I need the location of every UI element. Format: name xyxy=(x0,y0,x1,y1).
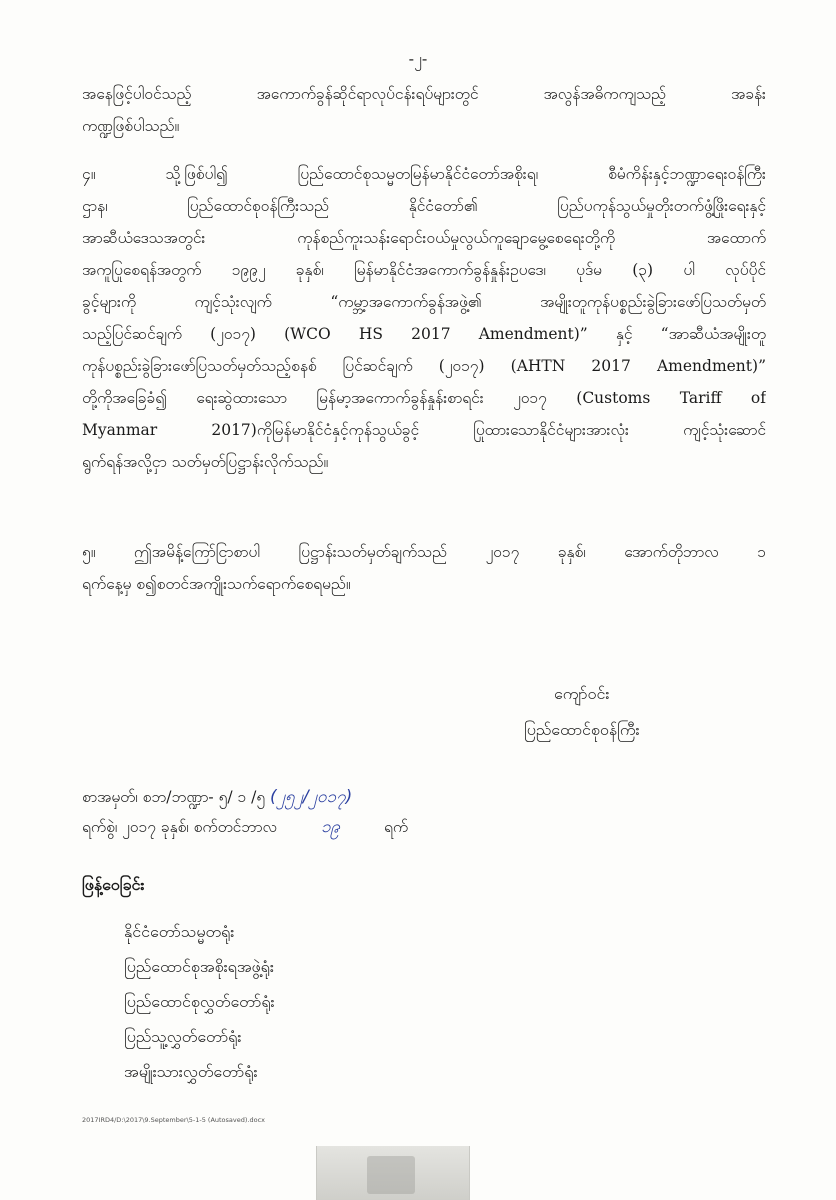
distribution-item: ပြည်သူ့လွှတ်တော်ရုံး xyxy=(124,1027,242,1046)
reference-date-suffix: ရက် xyxy=(383,818,409,836)
paragraph-4 xyxy=(82,158,766,478)
distribution-item: အမျိုးသားလွှတ်တော်ရုံး xyxy=(124,1062,258,1081)
paragraph-line: Myanmar 2017)ကိုမြန်မာနိုင်ငံနှင့်ကုန်သွယ်ခွင့် ပြုထားသောနိုင်ငံများအားလုံး ကျင့်သုံးဆောင် xyxy=(82,421,766,439)
paragraph-line: သည့်ပြင်ဆင်ချက် (၂၀၁၇) (WCO HS 2017 Amendment)” နှင့် “အာဆီယံအမျိုးတူ xyxy=(82,325,766,343)
distribution-heading: ဖြန့်ဝေခြင်း xyxy=(82,875,145,894)
paragraph-line: အကူပြုစေရန်အတွက် ၁၉၉၂ ခုနှစ်၊ မြန်မာနိုင်ငံအကောက်ခွန်နှုန်းဥပဒေ၊ ပုဒ်မ (၃) ပါ လုပ်ပိုင် xyxy=(82,261,766,279)
scan-shadow xyxy=(367,1156,415,1194)
signature-block xyxy=(500,676,760,748)
distribution-item: ပြည်ထောင်စုလွှတ်တော်ရုံး xyxy=(124,992,275,1011)
paragraph-5 xyxy=(82,536,766,600)
paragraph-line: အာဆီယံဒေသအတွင်း ကုန်စည်ကူးသန်းရောင်းဝယ်မှုလွယ်ကူချောမွေ့စေရေးတို့ကို အထောက် xyxy=(82,229,766,247)
paragraph-line: ရက်နေ့မှ စ၍စတင်အကျိုးသက်ရောက်စေရမည်။ xyxy=(82,575,351,593)
paragraph-line: ၅။ ဤအမိန့်ကြော်ငြာစာပါ ပြဋ္ဌာန်းသတ်မှတ်ချက်သည် ၂၀၁၇ ခုနှစ်၊ အောက်တိုဘာလ ၁ xyxy=(82,543,766,561)
reference-number-handwritten: (၂၅၂/၂၀၁၇) xyxy=(270,787,353,807)
signer-title: ပြည်ထောင်စုဝန်ကြီး xyxy=(524,720,640,739)
paragraph-line: တို့ကိုအခြေခံ၍ ရေးဆွဲထားသော မြန်မာ့အကောက်ခွန်နှုန်းစာရင်း ၂၀၁၇ (Customs Tariff of xyxy=(82,389,766,407)
distribution-list xyxy=(124,914,275,1089)
intro-paragraph xyxy=(82,78,766,142)
distribution-item: ပြည်ထောင်စုအစိုးရအဖွဲ့ရုံး xyxy=(124,957,274,976)
paragraph-line: ခွင့်များကို ကျင့်သုံးလျက် “ကမ္ဘာ့အကောက်ခွန်အဖွဲ့၏ အမျိုးတူကုန်ပစ္စည်းခွဲခြားဖော်ပြသတ်မှတ် xyxy=(82,293,766,311)
reference-block xyxy=(82,782,682,842)
scan-artifact xyxy=(316,1146,470,1200)
reference-date-prefix: ရက်စွဲ၊ ၂၀၁၇ ခုနှစ်၊ စက်တင်ဘာလ xyxy=(82,818,278,836)
reference-date-line xyxy=(82,812,682,842)
paragraph-line: အနေဖြင့်ပါဝင်သည့် အကောက်ခွန်ဆိုင်ရာလုပ်ငန်းရပ်များတွင် အလွန်အဓိကကျသည့် အခန်း xyxy=(82,85,766,103)
reference-date-day-handwritten: ၁၉ xyxy=(320,817,341,837)
footer-file-path: 2017IRD4/D:\2017\9.September\5-1-5 (Autosaved).docx xyxy=(82,1116,265,1124)
paragraph-line: ကဏ္ဍဖြစ်ပါသည်။ xyxy=(82,117,180,135)
page-number: -၂- xyxy=(408,49,428,68)
paragraph-line: ၄။ သို့ဖြစ်ပါ၍ ပြည်ထောင်စုသမ္မတမြန်မာနိုင်ငံတော်အစိုးရ၊ စီမံကိန်းနှင့်ဘဏ္ဍာရေးဝန်ကြီး xyxy=(82,165,766,183)
paragraph-line: ရွက်ရန်အလို့ငှာ သတ်မှတ်ပြဋ္ဌာန်းလိုက်သည်။ xyxy=(82,453,329,471)
paragraph-line: ကုန်ပစ္စည်းခွဲခြားဖော်ပြသတ်မှတ်သည့်စနစ် ပြင်ဆင်ချက် (၂၀၁၇) (AHTN 2017 Amendment)” xyxy=(82,357,766,375)
reference-number-line xyxy=(82,782,682,812)
paragraph-line: ဌာန၊ ပြည်ထောင်စုဝန်ကြီးသည် နိုင်ငံတော်၏ ပြည်ပကုန်သွယ်မှုတိုးတက်ဖွံ့ဖြိုးရေးနှင့် xyxy=(82,197,766,215)
signer-name: ကျော်ဝင်း xyxy=(554,684,610,703)
distribution-item: နိုင်ငံတော်သမ္မတရုံး xyxy=(124,922,235,941)
reference-number-prefix: စာအမှတ်၊ စဘ/ဘဏ္ဍာ- ၅/ ၁ /၅ xyxy=(82,788,266,806)
